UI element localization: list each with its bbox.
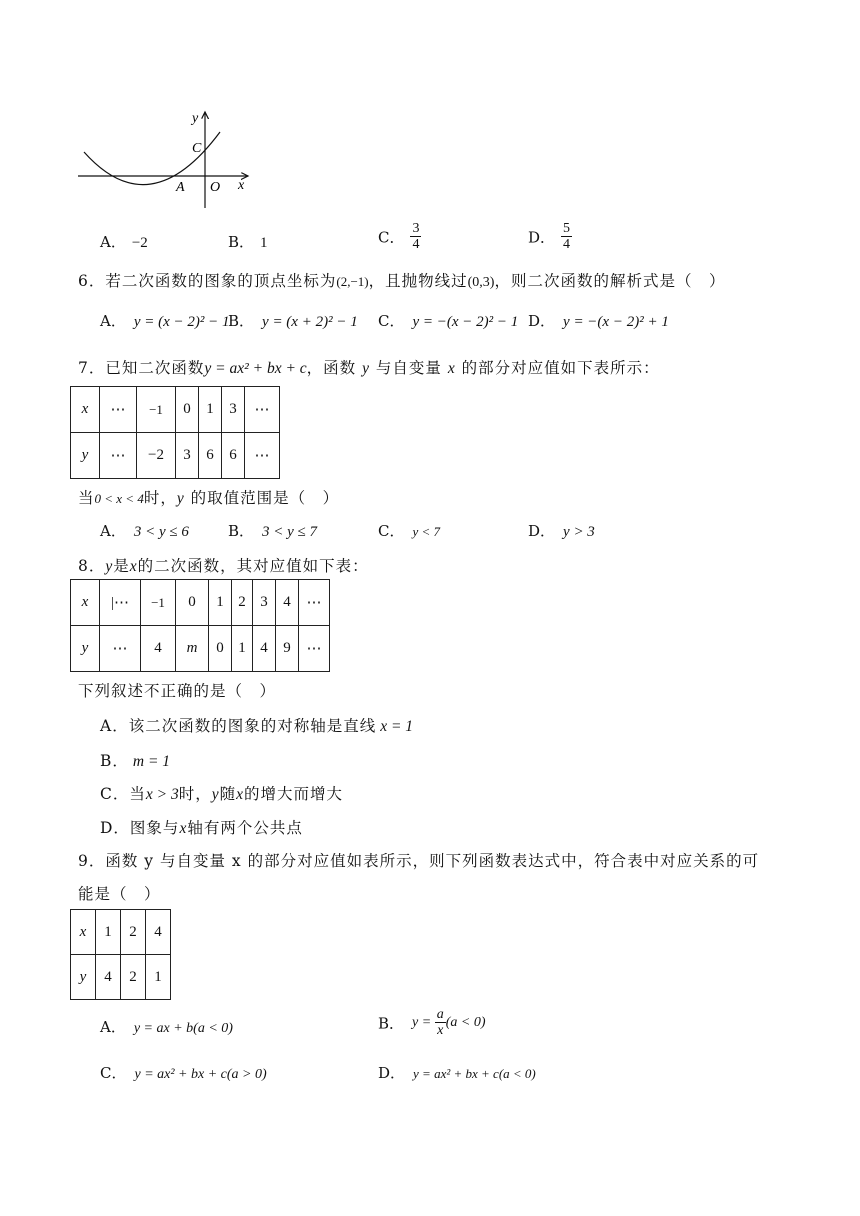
table-row [71,910,171,955]
table-cell: |⋯ [100,580,141,626]
q5-option-a[interactable]: A． −2 [100,233,148,251]
table-cell: 4 [253,626,276,672]
table-cell: m [176,626,209,672]
table-cell: 4 [96,955,121,1000]
table-cell: 1 [146,955,171,1000]
table-cell: 4 [276,580,299,626]
q9-option-d[interactable]: D． y = ax² + bx + c(a < 0) [378,1064,536,1082]
q7-condition: 当0 < x < 4时，y 的取值范围是（ ） [78,489,340,507]
table-row [71,433,280,479]
table-cell: 3 [176,433,199,479]
table-row [71,626,330,672]
table-cell: ⋯ [100,433,137,479]
q7-table [70,386,280,479]
q8-option-a[interactable]: A．该二次函数的图象的对称轴是直线 x = 1 [100,717,414,735]
q7-option-c[interactable]: C． y < 7 [378,522,441,540]
table-cell: ⋯ [245,433,280,479]
table-cell: 3 [222,387,245,433]
q6-option-b[interactable]: B． y = (x + 2)² − 1 [228,312,358,330]
parabola-graph [70,100,260,215]
table-row [71,387,280,433]
q8-option-b[interactable]: B． m = 1 [100,752,171,770]
table-cell: −1 [141,580,176,626]
q9-option-b[interactable]: B． y = $\frac{a}{x}$ (a < 0) [378,1007,486,1039]
q6-option-d[interactable]: D． y = −(x − 2)² + 1 [528,312,669,330]
table-cell: ⋯ [299,626,330,672]
table-cell: 0 [176,580,209,626]
q8-question: 下列叙述不正确的是（ ） [78,682,277,700]
q7-option-a[interactable]: A． 3 < y ≤ 6 [100,522,189,540]
table-cell: 3 [253,580,276,626]
q7-option-b[interactable]: B． 3 < y ≤ 7 [228,522,318,540]
table-cell: 2 [121,955,146,1000]
q8-stem: 8．y是x的二次函数，其对应值如下表： [78,557,369,575]
origin-label: O [210,180,221,195]
q7-stem: 7．已知二次函数y = ax² + bx + c，函数 y 与自变量 x 的部分对应值如下表所示： [78,359,660,377]
q9-option-c[interactable]: C． y = ax² + bx + c(a > 0) [100,1064,267,1082]
table-cell: 0 [209,626,232,672]
table-cell: y [71,433,100,479]
q5-option-d[interactable]: D． $\frac{5}{4}$ [528,221,571,253]
table-cell: 6 [199,433,222,479]
q9-stem-line1: 9．函数 y 与自变量 x 的部分对应值如表所示，则下列函数表达式中，符合表中对应关系的可 [78,852,760,870]
x-axis-label: x [238,178,245,193]
q6-option-c[interactable]: C． y = −(x − 2)² − 1 [378,312,519,330]
table-cell: x [71,910,96,955]
q6-option-a[interactable]: A． y = (x − 2)² − 1 [100,312,230,330]
table-cell: ⋯ [100,626,141,672]
q8-table [70,579,330,672]
table-cell: −1 [137,387,176,433]
table-cell: y [71,626,100,672]
table-cell: 1 [209,580,232,626]
parabola-curve [84,132,220,185]
q8-option-c[interactable]: C．当x > 3时，y随x的增大而增大 [100,785,344,803]
table-cell: 2 [121,910,146,955]
table-cell: 4 [146,910,171,955]
table-cell: 1 [199,387,222,433]
y-axis-label: y [192,111,199,126]
table-cell: 0 [176,387,199,433]
q5-option-b[interactable]: B． 1 [228,233,268,251]
table-cell: 2 [232,580,253,626]
table-cell: ⋯ [245,387,280,433]
table-cell: ⋯ [100,387,137,433]
q8-option-d[interactable]: D．图象与x轴有两个公共点 [100,819,303,837]
q5-option-c[interactable]: C． $\frac{3}{4}$ [378,221,420,253]
point-c-label: C [192,141,202,156]
table-cell: x [71,387,100,433]
table-cell: x [71,580,100,626]
table-cell: 4 [141,626,176,672]
table-cell: 6 [222,433,245,479]
table-cell: y [71,955,96,1000]
q9-table [70,909,171,1000]
table-cell: 1 [96,910,121,955]
q9-stem-line2: 能是（ ） [78,885,161,903]
table-cell: ⋯ [299,580,330,626]
q6-stem: 6．若二次函数的图象的顶点坐标为(2,−1)，且抛物线过(0,3)，则二次函数的解析式是（ ） [78,272,726,290]
table-cell: −2 [137,433,176,479]
q7-option-d[interactable]: D． y > 3 [528,522,595,540]
table-row [71,580,330,626]
table-cell: 1 [232,626,253,672]
table-cell: 9 [276,626,299,672]
q9-option-a[interactable]: A． y = ax + b(a < 0) [100,1018,233,1036]
point-a-label: A [176,180,185,195]
table-row [71,955,171,1000]
